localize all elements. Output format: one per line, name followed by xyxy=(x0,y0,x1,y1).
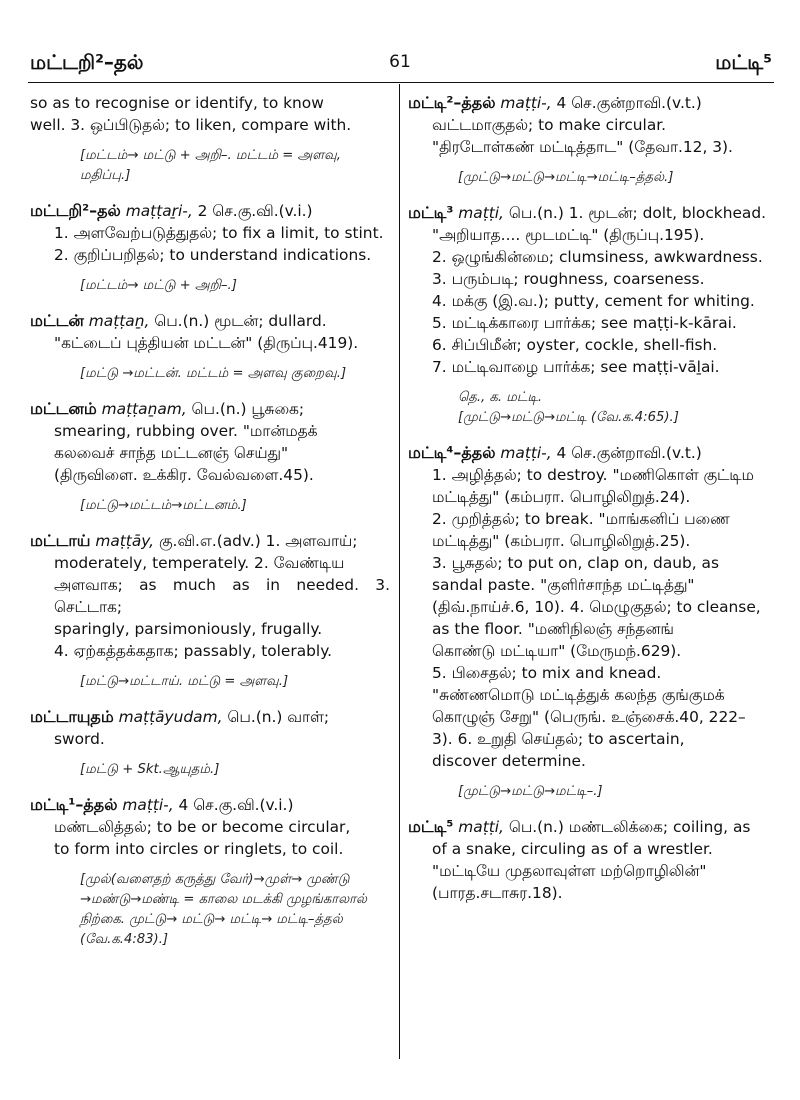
dictionary-entry xyxy=(408,816,772,904)
entry-grammar: 4 செ.கு.வி.(v.i.) xyxy=(178,796,294,814)
entry-definition-line: 3). 6. உறுதி செய்தல்; to ascertain, xyxy=(432,730,685,748)
etymology-line: [முல்(வளைதற் கருத்து வேர்)→முள்→ முண்டு xyxy=(80,872,350,887)
entry-head-line xyxy=(30,706,390,728)
entry-transliteration: maṭṭāy, xyxy=(95,532,155,550)
right-column xyxy=(408,92,772,914)
entry-definition-line: 3. பரும்படி; roughness, coarseness. xyxy=(432,270,705,288)
entry-definition-line: 7. மட்டிவாழை பார்க்க; see maṭṭi-vāḻai. xyxy=(432,358,720,376)
entry-transliteration: maṭṭi, xyxy=(458,818,504,836)
entry-definition-line: sandal paste. "குளிர்சாந்த மட்டித்து" xyxy=(432,576,695,594)
entry-headword: மட்டி⁵ xyxy=(408,817,454,836)
entry-head-line xyxy=(30,398,390,420)
entry-headword: மட்டி¹–த்தல் xyxy=(30,795,118,814)
etymology-line: [மட்டம்→ மட்டு + அறி–.] xyxy=(80,278,237,293)
entry-head-line xyxy=(30,794,390,816)
etymology-line: நிற்கை. முட்டு→ மட்டு→ மட்டி→ மட்டி–த்தல் xyxy=(80,912,343,927)
entry-transliteration: maṭṭi-, xyxy=(122,796,174,814)
entry-grammar: 4 செ.குன்றாவி.(v.t.) xyxy=(556,94,702,112)
entry-grammar: 2 செ.கு.வி.(v.i.) xyxy=(197,202,313,220)
entry-etymology xyxy=(30,496,390,516)
entry-headword: மட்டி⁴–த்தல் xyxy=(408,443,496,462)
entry-definition-line: கலவைச் சாந்த மட்டனஞ் செய்து" xyxy=(54,444,289,462)
dictionary-entry xyxy=(30,794,390,860)
entry-head-line xyxy=(408,92,772,114)
entry-definition-line: "மட்டியே முதலாவுள்ள மற்றொழிலின்" xyxy=(432,862,707,880)
entry-definition-line: கொண்டு மட்டியா" (மேருமந்.629). xyxy=(432,642,682,660)
dictionary-entry xyxy=(30,310,390,354)
entry-definition-line: of a snake, circuling as of a wrestler. xyxy=(432,840,713,858)
etymology-line: →மண்டு→மண்டி = காலை மடக்கி முழங்காலால் xyxy=(80,892,367,907)
entry-grammar: கு.வி.எ.(adv.) 1. அளவாய்; xyxy=(158,532,358,550)
entry-etymology xyxy=(30,146,390,186)
entry-definition-line: மண்டலித்தல்; to be or become circular, xyxy=(54,818,351,836)
entry-grammar: பெ.(n.) மண்டலிக்கை; coiling, as xyxy=(508,818,751,836)
entry-definition-line: "அறியாத.... மூடமட்டி" (திருப்பு.195). xyxy=(432,226,705,244)
entry-definition-line: 4. ஏற்கத்தக்கதாக; passably, tolerably. xyxy=(54,642,333,660)
header-rule xyxy=(28,82,774,83)
entry-definition-line: 5. மட்டிக்காரை பார்க்க; see maṭṭi-k-kārai. xyxy=(432,314,737,332)
entry-definition-line: 5. பிசைதல்; to mix and knead. xyxy=(432,664,662,682)
etymology-line: [முட்டு→மட்டு→மட்டி→மட்டி–த்தல்.] xyxy=(458,170,674,185)
entry-transliteration: maṭṭaṉam, xyxy=(101,400,187,418)
entry-etymology xyxy=(408,388,772,428)
entry-definition-line: கொழுஞ் சேறு" (பெருங். உஞ்சைக்.40, 222– xyxy=(432,708,746,726)
left-column xyxy=(30,92,390,964)
entry-headword: மட்டறி²–தல் xyxy=(30,201,121,220)
entry-headword: மட்டி³ xyxy=(408,203,454,222)
entry-etymology xyxy=(408,782,772,802)
etymology-line: மதிப்பு.] xyxy=(80,168,131,183)
entry-transliteration: maṭṭaṉ, xyxy=(88,312,150,330)
entry-definition-line: well. 3. ஒப்பிடுதல்; to liken, compare with. xyxy=(30,116,352,134)
etymology-line: [மட்டு + Skt.ஆயுதம்.] xyxy=(80,762,220,777)
entry-etymology xyxy=(30,760,390,780)
dictionary-entry xyxy=(408,92,772,158)
page-number: 61 xyxy=(389,52,411,72)
entry-grammar: பெ.(n.) 1. மூடன்; dolt, blockhead. xyxy=(508,204,767,222)
entry-etymology xyxy=(30,870,390,950)
entry-definition-line: as the floor. "மணிநிலஞ் சந்தனங் xyxy=(432,620,674,638)
etymology-line: [மட்டம்→ மட்டு + அறி–. மட்டம் = அளவு, xyxy=(80,148,341,163)
entry-etymology xyxy=(30,672,390,692)
entry-definition-line: "கட்டைப் புத்தியன் மட்டன்" (திருப்பு.419). xyxy=(54,334,359,352)
entry-transliteration: maṭṭi-, xyxy=(500,444,552,462)
dictionary-entry xyxy=(30,92,390,136)
dictionary-entry xyxy=(408,442,772,772)
entry-definition-line: அளவாக; as much as in needed. 3. செட்டாக; xyxy=(54,576,390,616)
column-divider xyxy=(399,84,400,1059)
entry-transliteration: maṭṭi-, xyxy=(500,94,552,112)
entry-etymology xyxy=(30,276,390,296)
entry-definition-line: 4. மக்கு (இ.வ.); putty, cement for whiting. xyxy=(432,292,755,310)
entry-grammar: பெ.(n.) மூடன்; dullard. xyxy=(154,312,327,330)
entry-definition-line: to form into circles or ringlets, to coil. xyxy=(54,840,344,858)
entry-head-line xyxy=(30,200,390,222)
entry-headword: மட்டன் xyxy=(30,311,84,330)
etymology-line: [மட்டு→மட்டம்→மட்டனம்.] xyxy=(80,498,247,513)
entry-transliteration: maṭṭaṟi-, xyxy=(125,202,193,220)
entry-definition-line: moderately, temperately. 2. வேண்டிய xyxy=(54,554,345,572)
entry-definition-line: smearing, rubbing over. "மான்மதக் xyxy=(54,422,318,440)
entry-definition-line: 6. சிப்பிமீன்; oyster, cockle, shell-fish. xyxy=(432,336,718,354)
entry-etymology xyxy=(30,364,390,384)
entry-definition-line: மட்டித்து" (கம்பரா. பொழிலிறுத்.25). xyxy=(432,532,691,550)
entry-definition-line: so as to recognise or identify, to know xyxy=(30,94,324,112)
etymology-line: [முட்டு→மட்டு→மட்டி–.] xyxy=(458,784,603,799)
entry-definition-line: (திருவிளை. உக்கிர. வேல்வளை.45). xyxy=(54,466,314,484)
entry-definition-line: மட்டித்து" (கம்பரா. பொழிலிறுத்.24). xyxy=(432,488,691,506)
dictionary-entry xyxy=(30,530,390,662)
entry-etymology xyxy=(408,168,772,188)
entry-definition-line: 3. பூசுதல்; to put on, clap on, daub, as xyxy=(432,554,720,572)
etymology-line: (வே.க.4:83).] xyxy=(80,932,169,947)
entry-definition-line: (திவ்.நாய்ச்.6, 10). 4. மெழுகுதல்; to cleanse, xyxy=(432,598,761,616)
entry-transliteration: maṭṭāyudam, xyxy=(118,708,223,726)
entry-headword: மட்டாயுதம் xyxy=(30,707,114,726)
entry-grammar: பெ.(n.) வாள்; xyxy=(227,708,330,726)
entry-definition-line: discover determine. xyxy=(432,752,586,770)
entry-head-line xyxy=(30,310,390,332)
page-header xyxy=(0,0,800,76)
entry-definition-line: 2. முறித்தல்; to break. "மாங்கனிப் பணை xyxy=(432,510,730,528)
dictionary-entry xyxy=(30,200,390,266)
entry-definition-line: 1. அழித்தல்; to destroy. "மணிகொள் குட்டிம xyxy=(432,466,754,484)
dictionary-entry xyxy=(30,398,390,486)
header-left-word: மட்டறி²–தல் xyxy=(30,50,144,74)
entry-head-line xyxy=(408,816,772,838)
entry-definition-line: 1. அளவேற்படுத்துதல்; to fix a limit, to stint. xyxy=(54,224,384,242)
entry-head-line xyxy=(408,442,772,464)
entry-headword: மட்டாய் xyxy=(30,531,91,550)
dictionary-entry xyxy=(30,706,390,750)
etymology-line: [மட்டு→மட்டாய். மட்டு = அளவு.] xyxy=(80,674,289,689)
entry-definition-line: "திரடோள்கண் மட்டித்தாட" (தேவா.12, 3). xyxy=(432,138,733,156)
entry-grammar: 4 செ.குன்றாவி.(v.t.) xyxy=(556,444,702,462)
entry-transliteration: maṭṭi, xyxy=(458,204,504,222)
entry-definition-line: 2. குறிப்பறிதல்; to understand indications. xyxy=(54,246,372,264)
header-right-word: மட்டி⁵ xyxy=(715,50,772,74)
entry-definition-line: 2. ஒழுங்கின்மை; clumsiness, awkwardness. xyxy=(432,248,763,266)
etymology-line: [முட்டு→மட்டு→மட்டி (வே.க.4:65).] xyxy=(458,410,679,425)
entry-definition-line: வட்டமாகுதல்; to make circular. xyxy=(432,116,667,134)
entry-grammar: பெ.(n.) பூசுகை; xyxy=(191,400,305,418)
etymology-line: தெ., க. மட்டி. xyxy=(458,390,543,405)
entry-definition-line: sword. xyxy=(54,730,105,748)
entry-head-line xyxy=(30,530,390,552)
entry-headword: மட்டனம் xyxy=(30,399,97,418)
entry-definition-line: (பாரத.சடாசுர.18). xyxy=(432,884,563,902)
dictionary-entry xyxy=(408,202,772,378)
entry-definition-line: sparingly, parsimoniously, frugally. xyxy=(54,620,323,638)
etymology-line: [மட்டு →மட்டன். மட்டம் = அளவு குறைவு.] xyxy=(80,366,347,381)
entry-head-line xyxy=(408,202,772,224)
entry-definition-line: "சுண்ணமொடு மட்டித்துக் கலந்த குங்குமக் xyxy=(432,686,725,704)
entry-headword: மட்டி²–த்தல் xyxy=(408,93,496,112)
